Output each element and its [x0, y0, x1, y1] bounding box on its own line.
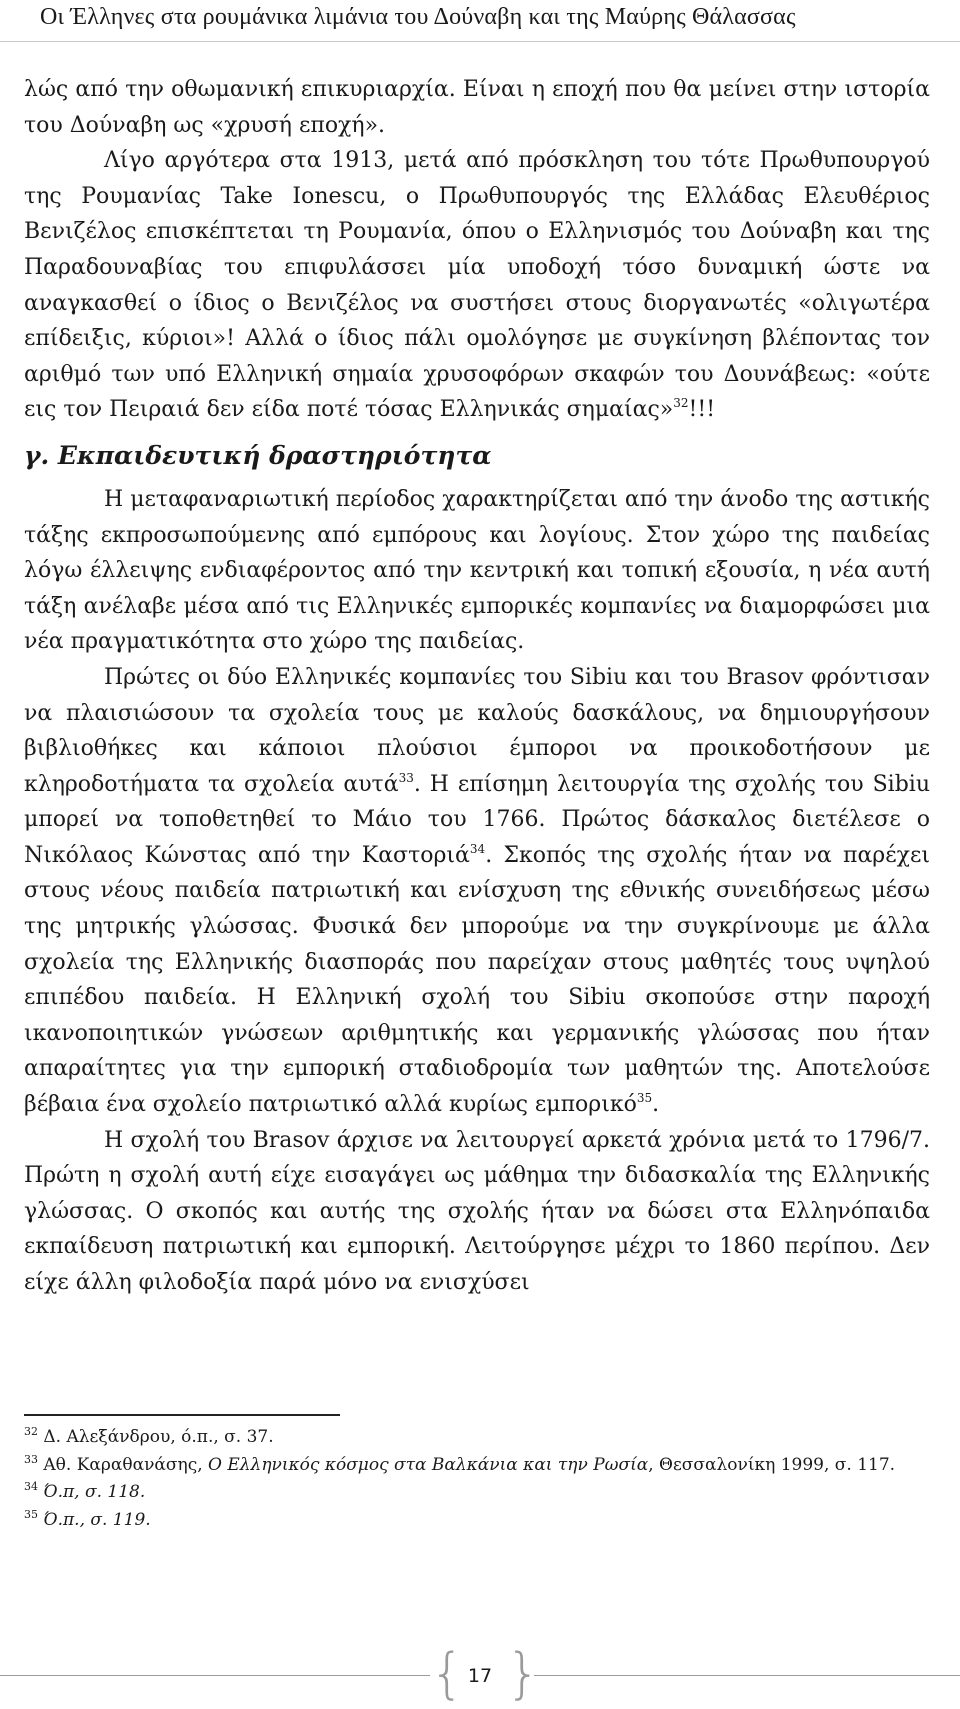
footnote-number: 33 [24, 1452, 38, 1466]
footnote [24, 1452, 930, 1480]
footnote-number: 34 [24, 1480, 38, 1493]
paragraph-text: Πρώτες οι δύο Ελληνικές κομπανίες του Sibiu και του Brasov φρόντισαν να πλαισιώσουν τα σχολεία τους με καλούς δασκάλους, να δημιουργήσουν βιβλιοθήκες και κάποιοι πλούσιοι έμποροι να προικοδοτήσουν με κληροδοτήματα τα σχολεία αυτά [24, 664, 930, 797]
footnote-number: 35 [24, 1507, 38, 1521]
footnotes [24, 1424, 930, 1534]
paragraph-text: . Η επίσημη λειτουργία της σχολής του Sibiu μπορεί να τοποθετηθεί το Μάιο του 1766. Πρώτος δάσκαλος διετέλεσε ο Νικόλαος Κώνστας από την Καστοριά [24, 771, 930, 868]
paragraph [24, 143, 930, 428]
footnote [24, 1424, 930, 1452]
section-heading: γ. Εκπαιδευτική δραστηριότητα [24, 440, 492, 470]
running-header: Οι Έλληνες στα ρουμάνικα λιμάνια του Δούναβη και της Μαύρης Θάλασσας [40, 4, 796, 30]
right-brace-ornament: } [506, 1642, 541, 1705]
body-text [24, 72, 930, 1301]
paragraph-text: . [652, 1092, 660, 1118]
paragraph-text: . Σκοπός της σχολής ήταν να παρέχει στους νέους παιδεία πατριωτική και ενίσχυση της εθνικής συνειδήσεως μέσω της μητρικής γλώσσας. Φυσικά δεν μπορούμε να την συγκρίνουμε με άλλα σχολεία της Ελληνικής διασποράς που παρείχαν στους μαθητές τους υψηλού επιπέδου παιδεία. Η Ελληνική σχολή του Sibiu σκοπούσε στην παροχή ικανοποιητικών γνώσεων αριθμητικής και γερμανικής γλώσσας που ήταν απαραίτητες για την εμπορική σταδιοδρομία των μαθητών της. Αποτελούσε βέβαια ένα σχολείο πατριωτικό αλλά κυρίως εμπορικό [24, 842, 930, 1118]
footnote-separator [24, 1414, 340, 1416]
footnote-text: Αθ. Καραθανάσης, [43, 1454, 209, 1475]
footnote [24, 1507, 930, 1535]
footnote-ref[interactable]: 34 [469, 841, 486, 856]
footnote-book-title: Ο Ελληνικός κόσμος στα Βαλκάνια και την Ρωσία [208, 1454, 649, 1475]
footnote-text: , Θεσσαλονίκη 1999, σ. 117. [648, 1454, 896, 1475]
footnote-ref[interactable]: 35 [636, 1091, 653, 1106]
paragraph-text: Λίγο αργότερα στα 1913, μετά από πρόσκληση του τότε Πρωθυπουργού της Ρουμανίας Take Ionescu, ο Πρωθυπουργός της Ελλάδας Ελευθέριος Βενιζέλος επισκέπτεται τη Ρουμανία, όπου ο Ελληνισμός του Δούναβη και της Παραδουναβίας του επιφυλάσσει μία υποδοχή τόσο δυναμική ώστε να αναγκασθεί ο ίδιος ο Βενιζέλος να συστήσει στους διοργανωτές «ολιγωτέρα επίδειξις, κύριοι»! Αλλά ο ίδιος πάλι ομολόγησε με συγκίνηση βλέποντας τον αριθμό των υπό Ελληνική σημαία χρυσοφόρων σκαφών του Δουνάβεως: «ούτε εις τον Πειραιά δεν είδα ποτέ τόσας Ελληνικάς σημαίας» [24, 148, 930, 423]
left-brace-ornament: { [430, 1642, 465, 1705]
paragraph: Η μεταφαναριωτική περίοδος χαρακτηρίζεται από την άνοδο της αστικής τάξης εκπροσωπούμενης από εμπόρους και λογίους. Στον χώρο της παιδείας λόγω έλλειψης ενδιαφέροντος από την κεντρική και τοπική εξουσία, η νέα αυτή τάξη ανέλαβε μέσα από τις Ελληνικές εμπορικές κομπανίες να διαμορφώσει μια νέα πραγματικότητα στο χώρο της παιδείας. [24, 486, 930, 655]
paragraph: Η σχολή του Brasov άρχισε να λειτουργεί αρκετά χρόνια μετά το 1796/7. Πρώτη η σχολή αυτή είχε εισαγάγει ως μάθημα την διδασκαλία της Ελληνικής γλώσσας. Ο σκοπός και αυτής της σχολής ήταν να δώσει στα Ελληνόπαιδα εκπαίδευση πατριωτική και εμπορική. Λειτούργησε μέχρι το 1860 περίπου. Δεν είχε άλλη φιλοδοξία παρά μόνο να ενισχύσει [24, 1127, 930, 1295]
paragraph: λώς από την οθωμανική επικυριαρχία. Είναι η εποχή που θα μείνει στην ιστορία του Δούναβη ως «χρυσή εποχή». [24, 77, 930, 138]
footnote-ref[interactable]: 33 [398, 770, 414, 785]
page-number: 17 [467, 1665, 493, 1687]
footnote-text: Δ. Αλεξάνδρου, ό.π., σ. 37. [43, 1427, 274, 1447]
footnote-number: 32 [24, 1425, 38, 1438]
footnote-text: Ό.π, σ. 118. [43, 1482, 146, 1502]
footnote-text: Ό.π., σ. 119. [43, 1509, 151, 1530]
footnote-ref[interactable]: 32 [673, 396, 689, 411]
paragraph [24, 660, 930, 1123]
footnote [24, 1479, 930, 1507]
header-divider [0, 41, 960, 42]
paragraph-text: !!! [688, 397, 716, 423]
